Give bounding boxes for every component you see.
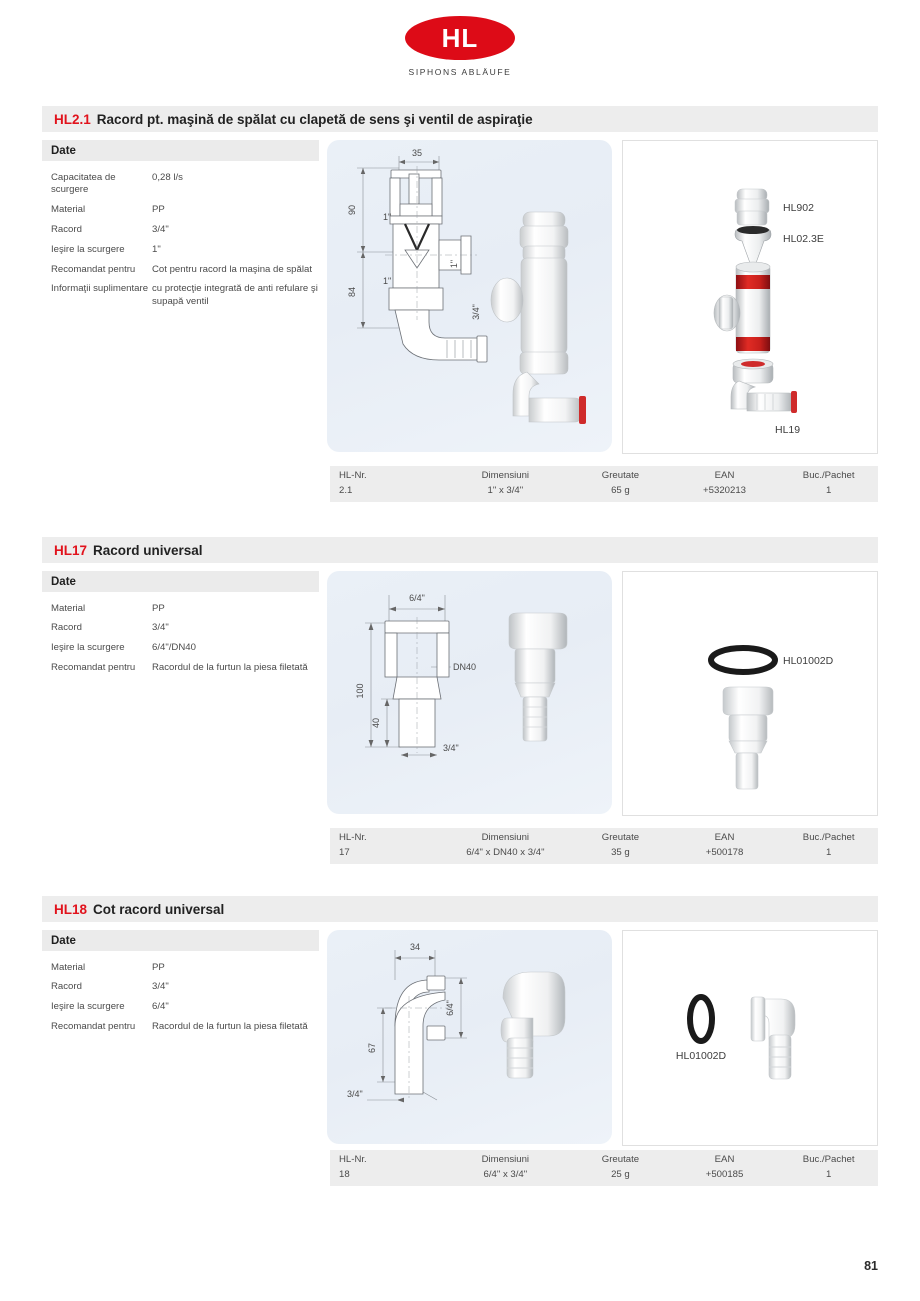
spec-value: PP (152, 961, 165, 973)
part-hl902 (735, 189, 769, 225)
spec-key: Recomandat pentru (51, 662, 136, 674)
spec-key: Racord (51, 981, 82, 993)
strip-header-hlnr: HL-Nr. (339, 470, 367, 481)
product-block-hl18 (42, 896, 878, 1180)
spec-row (42, 619, 319, 639)
dimension-label: 90 (347, 204, 357, 216)
product-render (509, 613, 567, 741)
spec-key: Ieşire la scurgere (51, 1001, 125, 1013)
strip-value-row (330, 1168, 878, 1186)
spec-key: Racord (51, 223, 82, 235)
spec-value: cu protecţie integrată de anti refulare şi supapă ventil (152, 283, 318, 308)
logo-text: HL (441, 23, 479, 53)
product-name: Racord pt. maşină de spălat cu clapetă de sens şi ventil de aspiraţie (96, 111, 533, 127)
dimension-label: 35 (411, 148, 423, 158)
exploded-view-panel (622, 140, 878, 454)
dimension-label: 1" (449, 259, 459, 269)
strip-value-hlnr: 18 (339, 1169, 350, 1180)
strip-value-pack: 1 (825, 485, 832, 496)
technical-drawing-panel (327, 140, 612, 452)
dimension-label: 34 (409, 942, 421, 952)
dimension-label: 84 (347, 286, 357, 298)
strip-header-row (330, 828, 878, 846)
spec-strip-table (330, 828, 878, 864)
strip-value-ean: +5320213 (703, 485, 746, 496)
spec-row (42, 978, 319, 998)
drawing-column (327, 571, 612, 816)
strip-value-pack: 1 (825, 1169, 832, 1180)
part-main-body (714, 262, 770, 353)
spec-value: Cot pentru racord la maşina de spălat (152, 263, 312, 275)
strip-header-weight: Greutate (601, 470, 640, 481)
strip-header-pack: Buc./Pachet (802, 1154, 855, 1165)
dimension-label: 3/4" (471, 304, 481, 320)
drawing-column (327, 140, 612, 454)
product-title-bar (42, 896, 878, 922)
strip-header-row (330, 1150, 878, 1168)
product-render (501, 972, 565, 1078)
product-title-bar (42, 106, 878, 132)
spec-value: PP (152, 204, 165, 216)
strip-header-hlnr: HL-Nr. (339, 1154, 367, 1165)
spec-row (42, 998, 319, 1018)
strip-header-dimensions: Dimensiuni (481, 832, 530, 843)
strip-header-weight: Greutate (601, 832, 640, 843)
product-block-hl17 (42, 537, 878, 858)
strip-header-pack: Buc./Pachet (802, 470, 855, 481)
strip-header-dimensions: Dimensiuni (481, 470, 530, 481)
dimension-label: 6/4" (409, 593, 425, 603)
photo-column (622, 571, 878, 816)
product-code: HL17 (54, 542, 88, 558)
product-render (491, 212, 586, 424)
strip-value-pack: 1 (825, 847, 832, 858)
part-product-render (723, 687, 773, 789)
spec-value: Racordul de la furtun la piesa filetată (152, 662, 308, 674)
dimension-label: 40 (371, 717, 381, 729)
spec-row (42, 958, 319, 978)
strip-header-dimensions: Dimensiuni (481, 1154, 530, 1165)
spec-key: Racord (51, 622, 82, 634)
strip-header-ean: EAN (714, 1154, 735, 1165)
data-heading: Date (42, 930, 319, 951)
strip-value-ean: +500178 (705, 847, 744, 858)
spec-table (42, 599, 319, 678)
dimension-label: 6/4" (445, 1000, 455, 1016)
data-column (42, 571, 319, 816)
technical-drawing-hl17 (327, 571, 612, 814)
part-hl19 (731, 359, 797, 413)
spec-key: Ieşire la scurgere (51, 243, 125, 255)
product-code: HL18 (54, 901, 88, 917)
strip-value-row (330, 484, 878, 502)
spec-value: 3/4" (152, 223, 169, 235)
product-spec-strip (330, 828, 878, 864)
product-name: Cot racord universal (93, 901, 225, 917)
exploded-view-panel (622, 571, 878, 816)
spec-table (42, 958, 319, 1037)
spec-value: 6/4" (152, 1001, 169, 1013)
strip-header-hlnr: HL-Nr. (339, 832, 367, 843)
spec-value: 0,28 l/s (152, 171, 183, 183)
spec-row (42, 240, 319, 260)
part-label: HL01002D (783, 655, 834, 667)
strip-header-row (330, 466, 878, 484)
spec-row (42, 220, 319, 240)
dimension-label: 1" (383, 212, 392, 222)
exploded-view-hl2-1 (623, 141, 876, 453)
spec-row (42, 201, 319, 221)
data-column (42, 140, 319, 454)
photo-column (622, 930, 878, 1146)
spec-key: Material (51, 602, 86, 614)
part-hl02-3e (735, 226, 771, 263)
technical-drawing-panel (327, 930, 612, 1144)
spec-value: PP (152, 602, 165, 614)
spec-strip-table (330, 466, 878, 502)
spec-table (42, 168, 319, 312)
strip-value-hlnr: 2.1 (339, 485, 353, 496)
strip-value-ean: +500185 (705, 1169, 744, 1180)
part-label: HL02.3E (783, 233, 824, 245)
product-spec-strip (330, 1150, 878, 1186)
spec-row (42, 1018, 319, 1038)
data-heading: Date (42, 140, 319, 161)
technical-drawing-hl18 (327, 930, 612, 1144)
strip-value-hlnr: 17 (339, 847, 350, 858)
exploded-view-hl17 (623, 572, 876, 815)
strip-value-weight: 35 g (611, 847, 630, 858)
spec-value: 3/4" (152, 622, 169, 634)
strip-value-dimensions: 6/4" x DN40 x 3/4" (466, 847, 545, 858)
strip-value-weight: 65 g (611, 485, 630, 496)
drawing-column (327, 930, 612, 1146)
spec-key: Material (51, 961, 86, 973)
spec-key: Recomandat pentru (51, 263, 136, 275)
data-column (42, 930, 319, 1146)
spec-row (42, 168, 319, 201)
spec-value: 1" (152, 243, 161, 255)
spec-key: Capacitatea de scurgere (51, 171, 116, 196)
strip-header-weight: Greutate (601, 1154, 640, 1165)
logo-ellipse (405, 16, 515, 60)
product-code: HL2.1 (54, 111, 91, 127)
spec-value: 6/4"/DN40 (152, 642, 196, 654)
spec-row (42, 280, 319, 313)
spec-key: Recomandat pentru (51, 1021, 136, 1033)
spec-value: 3/4" (152, 981, 169, 993)
technical-drawing-panel (327, 571, 612, 814)
strip-value-dimensions: 1" x 3/4" (487, 485, 524, 496)
exploded-view-panel (622, 930, 878, 1146)
part-product-render (751, 997, 795, 1079)
dimension-label: 3/4" (347, 1089, 363, 1099)
strip-header-ean: EAN (714, 832, 735, 843)
part-label: HL01002D (675, 1050, 727, 1062)
photo-column (622, 140, 878, 454)
spec-key: Informaţii suplimentare (51, 283, 149, 295)
spec-row (42, 659, 319, 679)
product-title-bar (42, 537, 878, 563)
strip-value-dimensions: 6/4" x 3/4" (483, 1169, 528, 1180)
dimension-label: DN40 (453, 662, 477, 672)
product-spec-strip (330, 466, 878, 502)
logo-subtitle: SIPHONS ABLÄUFE (408, 67, 512, 77)
product-block-hl2-1 (42, 106, 878, 496)
dimension-label: 3/4" (443, 743, 459, 753)
spec-row (42, 599, 319, 619)
brand-logo (0, 16, 920, 77)
spec-key: Ieşire la scurgere (51, 642, 125, 654)
exploded-view-hl18 (623, 931, 876, 1145)
spec-row (42, 639, 319, 659)
dimension-label: 67 (367, 1042, 377, 1054)
strip-value-row (330, 846, 878, 864)
strip-header-pack: Buc./Pachet (802, 832, 855, 843)
technical-drawing-hl2-1 (327, 140, 612, 452)
page-number: 81 (864, 1259, 878, 1273)
dimension-label: 1" (383, 276, 392, 286)
product-name: Racord universal (93, 542, 203, 558)
spec-value: Racordul de la furtun la piesa filetată (152, 1021, 308, 1033)
strip-value-weight: 25 g (611, 1169, 630, 1180)
spec-key: Material (51, 204, 86, 216)
data-heading: Date (42, 571, 319, 592)
part-label: HL19 (775, 424, 801, 436)
spec-row (42, 260, 319, 280)
spec-strip-table (330, 1150, 878, 1186)
part-label: HL902 (783, 202, 814, 214)
strip-header-ean: EAN (714, 470, 735, 481)
dimension-label: 100 (355, 683, 365, 699)
